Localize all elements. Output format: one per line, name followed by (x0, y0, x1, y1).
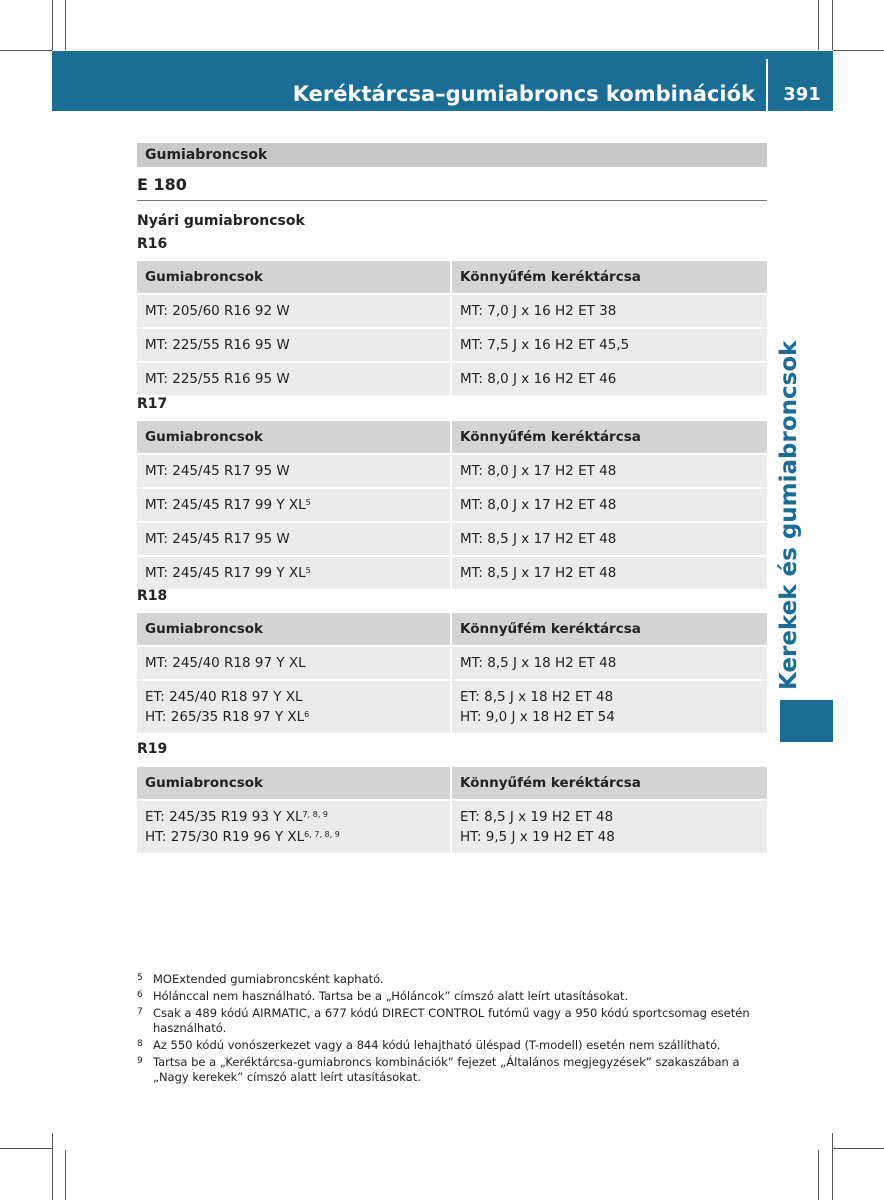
wheel-spec: MT: 8,5 J x 17 H2 ET 48 (460, 565, 617, 581)
footnote-text: Tartsa be a „Keréktárcsa-gumiabroncs kombinációk” fejezet „Általános megjegyzések” szakaszában a „Nagy kerekek” címszó alatt leírt utasításokat. (153, 1055, 740, 1084)
side-tab-marker (780, 700, 833, 742)
tire-spec: MT: 245/40 R18 97 Y XL (145, 655, 306, 671)
tire-spec: MT: 225/55 R16 95 W (145, 371, 290, 387)
table-row (137, 455, 767, 487)
crop-mark (0, 50, 52, 51)
footnote-number: 7 (137, 1007, 143, 1017)
tire-cell (137, 647, 450, 679)
wheel-spec: HT: 9,0 J x 18 H2 ET 54 (460, 709, 615, 725)
rim-size-heading: R17 (137, 396, 168, 412)
crop-mark (832, 0, 833, 50)
tire-spec: MT: 205/60 R16 92 W (145, 303, 290, 319)
footnote (137, 1038, 777, 1053)
wheel-cell (452, 295, 767, 327)
page-header (52, 51, 833, 111)
table-header-row (137, 613, 767, 645)
footnote-number: 8 (137, 1039, 143, 1049)
table-row (137, 329, 767, 361)
wheel-cell (452, 455, 767, 487)
tire-cell (137, 801, 450, 853)
wheel-cell (452, 523, 767, 555)
rim-size-heading: R16 (137, 236, 168, 252)
footnote (137, 989, 777, 1004)
wheel-spec: MT: 8,5 J x 18 H2 ET 48 (460, 655, 617, 671)
footnote-ref: 5 (305, 566, 311, 575)
crop-mark (818, 0, 819, 50)
table-row (137, 363, 767, 395)
side-tab-label: Kerekek és gumiabroncsok (776, 340, 802, 690)
footnote-number: 9 (137, 1056, 143, 1066)
crop-mark (52, 1133, 53, 1200)
column-header-tire: Gumiabroncsok (137, 767, 450, 799)
column-header-tire: Gumiabroncsok (137, 613, 450, 645)
tire-cell (137, 455, 450, 487)
tire-cell (137, 523, 450, 555)
column-header-wheel: Könnyűfém keréktárcsa (452, 421, 767, 453)
tire-table (137, 767, 767, 855)
wheel-spec: MT: 8,0 J x 17 H2 ET 48 (460, 463, 617, 479)
tire-cell (137, 363, 450, 395)
wheel-spec: ET: 8,5 J x 19 H2 ET 48 (460, 809, 614, 825)
column-header-wheel: Könnyűfém keréktárcsa (452, 261, 767, 293)
tire-spec: MT: 245/45 R17 95 W (145, 531, 290, 547)
footnote-ref: 5 (305, 498, 311, 507)
tire-cell (137, 557, 450, 589)
tire-table (137, 261, 767, 397)
wheel-cell (452, 681, 767, 733)
wheel-spec: HT: 9,5 J x 19 H2 ET 48 (460, 829, 615, 845)
footnotes (137, 972, 777, 1087)
footnote-ref: 7, 8, 9 (302, 810, 328, 819)
tire-cell (137, 489, 450, 521)
column-header-tire: Gumiabroncsok (137, 421, 450, 453)
table-row (137, 801, 767, 853)
footnote-text: Hólánccal nem használható. Tartsa be a „Hóláncok” címszó alatt leírt utasításokat. (153, 989, 629, 1003)
tire-spec: HT: 275/30 R19 96 Y XL$^{6, 7, 8, 9}$ (145, 829, 340, 845)
tire-table (137, 421, 767, 591)
tire-cell (137, 681, 450, 733)
side-tab (776, 340, 836, 690)
column-header-tire: Gumiabroncsok (137, 261, 450, 293)
footnote-text: Az 550 kódú vonószerkezet vagy a 844 kódú lehajtható üléspad (T-modell) esetén nem szállítható. (153, 1038, 721, 1052)
footnote (137, 972, 777, 987)
section-heading: Gumiabroncsok (137, 143, 767, 167)
crop-mark (833, 1148, 884, 1149)
crop-mark (0, 1148, 52, 1149)
model-heading: E 180 (137, 175, 767, 201)
table-row (137, 489, 767, 521)
table-row (137, 557, 767, 589)
wheel-cell (452, 363, 767, 395)
wheel-spec: MT: 8,0 J x 16 H2 ET 46 (460, 371, 617, 387)
column-header-wheel: Könnyűfém keréktárcsa (452, 767, 767, 799)
header-divider (766, 59, 768, 111)
crop-mark (52, 0, 53, 50)
table-header-row (137, 767, 767, 799)
footnote (137, 1006, 777, 1036)
page-number: 391 (783, 84, 821, 105)
page-title: Keréktárcsa–gumiabroncs kombinációk (292, 82, 755, 106)
wheel-cell (452, 801, 767, 853)
table-row (137, 295, 767, 327)
tire-spec: ET: 245/40 R18 97 Y XL (145, 689, 303, 705)
tire-spec: HT: 265/35 R18 97 Y $XL^6$ (145, 709, 310, 725)
tire-cell (137, 329, 450, 361)
wheel-cell (452, 489, 767, 521)
crop-mark (818, 1150, 819, 1200)
crop-mark (832, 1133, 833, 1200)
table-row (137, 681, 767, 733)
tire-spec: MT: 225/55 R16 95 W (145, 337, 290, 353)
column-header-wheel: Könnyűfém keréktárcsa (452, 613, 767, 645)
crop-mark (65, 0, 66, 50)
wheel-spec: MT: 7,5 J x 16 H2 ET 45,5 (460, 337, 630, 353)
tire-table (137, 613, 767, 735)
tire-spec: MT: 245/45 R17 99 Y $XL^5$ (145, 565, 311, 581)
wheel-spec: MT: 7,0 J x 16 H2 ET 38 (460, 303, 617, 319)
wheel-spec: ET: 8,5 J x 18 H2 ET 48 (460, 689, 614, 705)
footnote (137, 1055, 777, 1085)
tire-type-heading: Nyári gumiabroncsok (137, 213, 305, 229)
footnote-number: 6 (137, 990, 143, 1000)
wheel-cell (452, 647, 767, 679)
footnote-text: Csak a 489 kódú AIRMATIC, a 677 kódú DIRECT CONTROL futómű vagy a 950 kódú sportcsomag esetén használható. (153, 1006, 750, 1035)
footnote-text: MOExtended gumiabroncsként kapható. (153, 972, 384, 986)
wheel-cell (452, 329, 767, 361)
crop-mark (65, 1150, 66, 1200)
crop-mark (833, 50, 884, 51)
footnote-ref: 6, 7, 8, 9 (304, 830, 340, 839)
table-header-row (137, 261, 767, 293)
footnote-number: 5 (137, 973, 143, 983)
wheel-spec: MT: 8,5 J x 17 H2 ET 48 (460, 531, 617, 547)
wheel-cell (452, 557, 767, 589)
table-row (137, 647, 767, 679)
table-row (137, 523, 767, 555)
wheel-spec: MT: 8,0 J x 17 H2 ET 48 (460, 497, 617, 513)
rim-size-heading: R18 (137, 588, 168, 604)
tire-spec: MT: 245/45 R17 95 W (145, 463, 290, 479)
table-header-row (137, 421, 767, 453)
tire-cell (137, 295, 450, 327)
rim-size-heading: R19 (137, 741, 168, 757)
tire-spec: ET: 245/35 R19 93 Y XL$^{7, 8, 9}$ (145, 809, 328, 825)
footnote-ref: 6 (304, 710, 310, 719)
tire-spec: MT: 245/45 R17 99 Y $XL^5$ (145, 497, 311, 513)
